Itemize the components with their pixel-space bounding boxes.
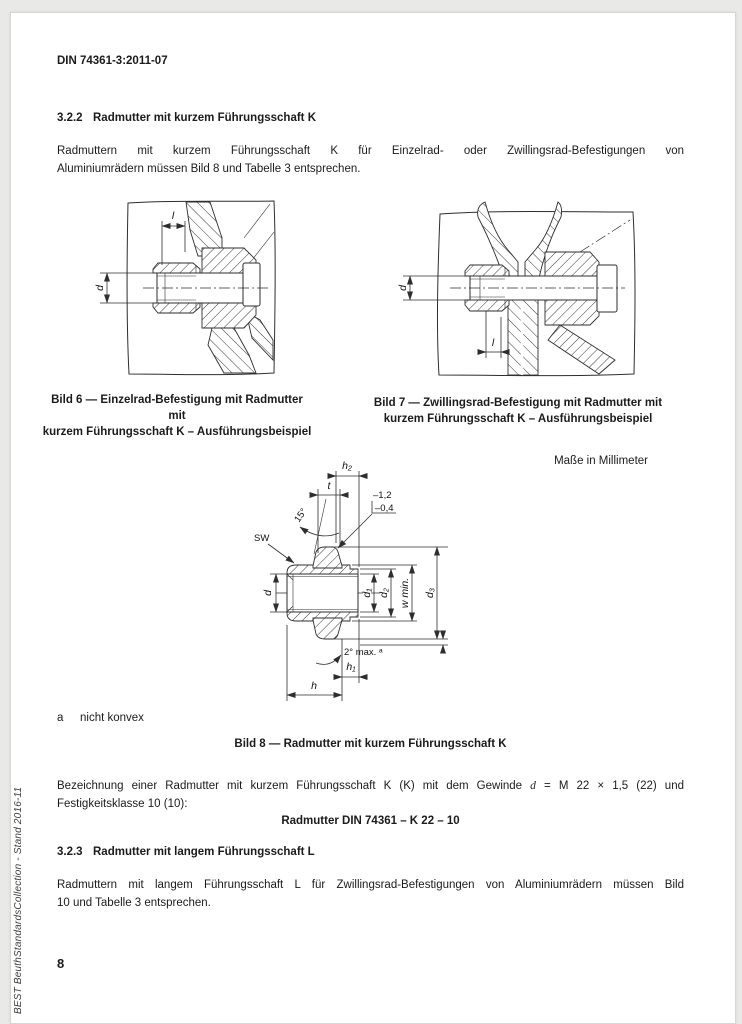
fig8-label-d1: d₁ (361, 588, 373, 598)
fig8-collar-tolerance (338, 490, 396, 548)
fig8-label-15deg: 15° (292, 506, 310, 525)
fig8-label-tol-upper: –1,2 (373, 490, 392, 501)
fig8-label-2deg: 2° max. ᵃ (344, 647, 383, 658)
designation-code: Radmutter DIN 74361 – K 22 – 10 (281, 815, 460, 827)
section-3-2-3-heading (57, 846, 315, 858)
figure8-drawing (230, 455, 480, 717)
caption-line: Bild 7 — Zwillingsrad-Befestigung mit Radmutter mit (373, 397, 663, 409)
section-3-2-2-paragraph (57, 142, 684, 178)
fig8-label-h2: h₂ (342, 460, 352, 472)
fig8-label-sw-group (254, 533, 294, 563)
paragraph-line: Radmuttern mit kurzem Führungsschaft K für Einzelrad- oder Zwillingsrad-Befestigungen von (57, 145, 684, 157)
figure6-drawing (94, 190, 344, 390)
paragraph-line: Aluminiumrädern müssen Bild 8 und Tabelle 3 entsprechen. (57, 163, 361, 175)
fig8-label-h1: h₁ (346, 661, 356, 673)
units-note: Maße in Millimeter (554, 455, 648, 467)
fig8-label-t: t (327, 480, 331, 492)
footnote-text: nicht konvex (80, 712, 144, 724)
section-3-2-3-paragraph (57, 876, 684, 912)
document-number: DIN 74361-3:2011-07 (57, 55, 168, 67)
fig8-label-d2: d₂ (378, 588, 390, 598)
paragraph-line: Radmuttern mit langem Führungsschaft L für Zwillingsrad-Befestigungen von Aluminiumrädern müssen Bild (57, 879, 684, 891)
paragraph-line (57, 777, 684, 795)
fig7-dimension-l (478, 311, 509, 358)
collection-watermark: BEST BeuthStandardsCollection - Stand 2016-11 (13, 786, 24, 1014)
section-number: 3.2.2 (57, 112, 83, 124)
fig8-label-sw: SW (254, 533, 270, 544)
fig8-label-tol-lower: –0,4 (375, 503, 394, 514)
fig7-label-d: d (397, 285, 409, 291)
fig8-dimension-t (310, 480, 348, 553)
caption-line: kurzem Führungsschaft K – Ausführungsbeispiel (383, 413, 653, 425)
fig7-label-l: l (491, 337, 495, 349)
figure8-footnote (57, 712, 144, 724)
caption-line: Bild 6 — Einzelrad-Befestigung mit Radmutter mit (51, 394, 303, 422)
fig8-label-d3: d₃ (424, 587, 436, 599)
figure7-drawing (390, 190, 650, 390)
fig8-dimension-d3 (424, 547, 437, 639)
fig6-dimension-l (162, 210, 185, 265)
fig8-label-w-min: w min. (399, 577, 411, 609)
thread-symbol-d: d (530, 780, 536, 792)
section-3-2-2-heading (57, 112, 316, 124)
footnote-marker: a (57, 712, 64, 724)
fig6-dimension-d (94, 273, 165, 303)
figure7-caption (368, 395, 668, 427)
fig8-angle-15deg (292, 499, 339, 554)
designation-paragraph (57, 777, 684, 813)
paragraph-line: 10 und Tabelle 3 entsprechen. (57, 897, 211, 909)
section-number: 3.2.3 (57, 846, 83, 858)
paragraph-line: Festigkeitsklasse 10 (10): (57, 798, 188, 810)
fig8-thread-bore (287, 574, 358, 612)
fig6-label-d: d (94, 285, 106, 291)
figure6-caption (42, 392, 312, 440)
figure8-caption: Bild 8 — Radmutter mit kurzem Führungsschaft K (234, 738, 507, 750)
designation-text: = M 22 × 1,5 (22) und (535, 780, 684, 792)
caption-line: kurzem Führungsschaft K – Ausführungsbeispiel (42, 426, 312, 438)
fig8-label-h: h (311, 680, 317, 692)
designation-text: Bezeichnung einer Radmutter mit kurzem Führungsschaft K (K) mit dem Gewinde (57, 780, 531, 792)
page-number: 8 (57, 956, 65, 971)
fig8-label-d: d (262, 590, 274, 596)
section-title: Radmutter mit langem Führungsschaft L (93, 846, 315, 858)
fig6-label-l: l (171, 210, 175, 222)
section-title: Radmutter mit kurzem Führungsschaft K (93, 112, 316, 124)
